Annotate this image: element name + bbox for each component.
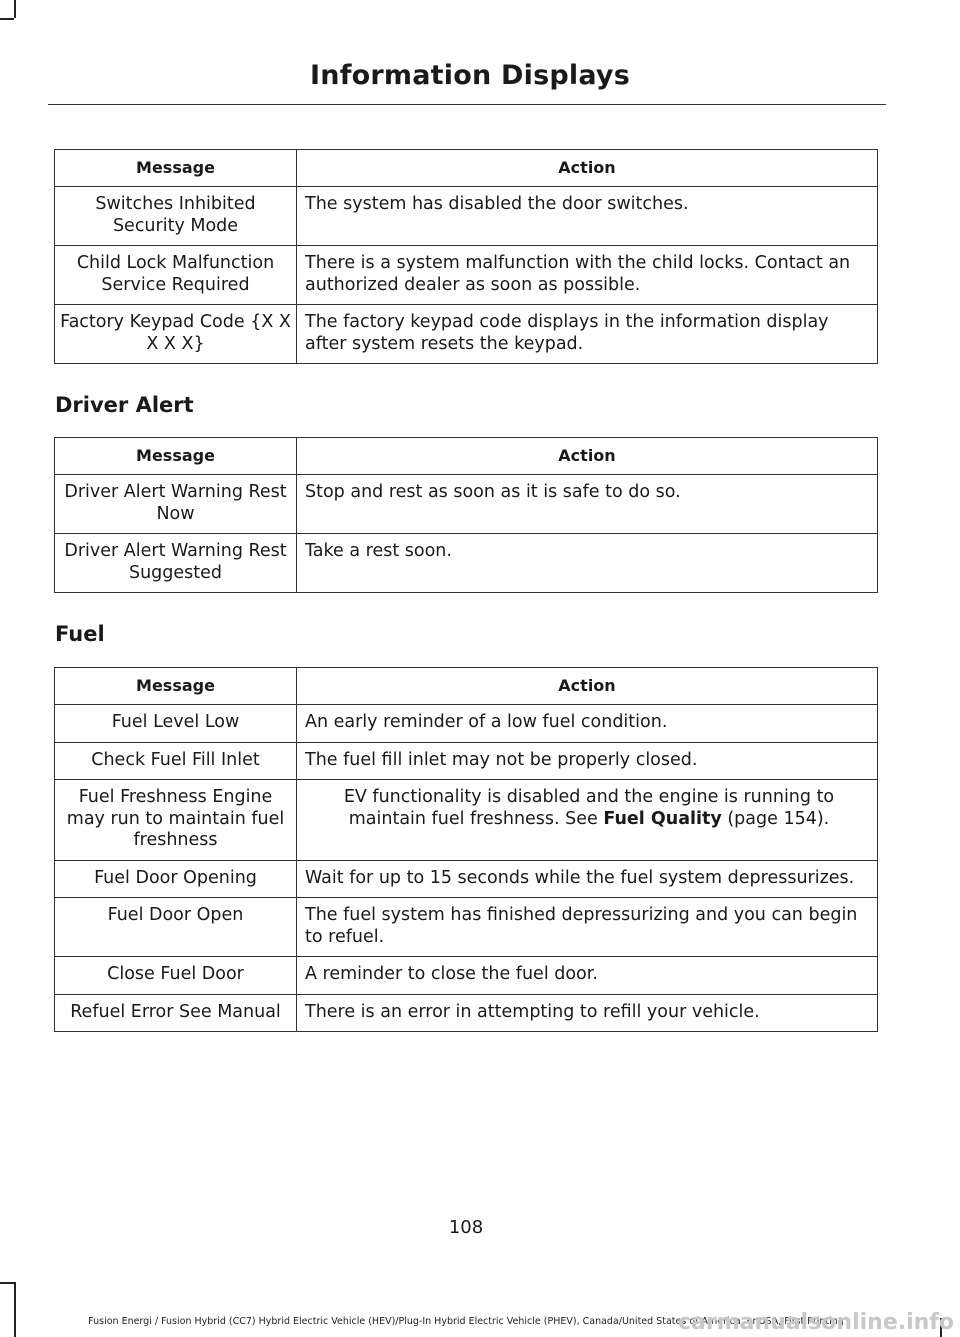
table-row bbox=[55, 305, 878, 364]
message-cell: Driver Alert Warning Rest Suggested bbox=[55, 534, 297, 593]
action-cell: Stop and rest as soon as it is safe to do so. bbox=[297, 475, 878, 534]
message-column-header: Message bbox=[55, 438, 297, 475]
action-text: EV functionality is disabled and the engine is running to maintain fuel freshness. See bbox=[343, 787, 835, 829]
message-cell: Close Fuel Door bbox=[55, 957, 297, 995]
page-number: 108 bbox=[448, 1217, 484, 1238]
fuel-quality-reference: Fuel Quality bbox=[603, 808, 722, 829]
action-column-header: Action bbox=[297, 438, 878, 475]
action-cell: An early reminder of a low fuel condition. bbox=[297, 705, 878, 743]
message-column-header: Message bbox=[55, 150, 297, 187]
message-cell: Factory Keypad Code {X X X X X} bbox=[55, 305, 297, 364]
fuel-messages-table bbox=[54, 667, 878, 1032]
message-cell: Fuel Door Open bbox=[55, 898, 297, 957]
action-column-header: Action bbox=[297, 668, 878, 705]
table-row bbox=[55, 475, 878, 534]
watermark: carmanualsonline.info bbox=[678, 1310, 954, 1335]
crop-mark bbox=[14, 0, 16, 18]
table-header-row bbox=[55, 668, 878, 705]
message-cell: Fuel Freshness Engine may run to maintain fuel freshness bbox=[55, 780, 297, 861]
table-row bbox=[55, 534, 878, 593]
message-cell: Check Fuel Fill Inlet bbox=[55, 742, 297, 780]
section-heading-driver-alert: Driver Alert bbox=[55, 393, 194, 417]
crop-mark bbox=[14, 1282, 16, 1337]
table-row bbox=[55, 994, 878, 1032]
message-cell: Switches Inhibited Security Mode bbox=[55, 187, 297, 246]
message-cell: Fuel Level Low bbox=[55, 705, 297, 743]
table-row bbox=[55, 246, 878, 305]
action-cell: The fuel system has finished depressurizing and you can begin to refuel. bbox=[297, 898, 878, 957]
footer-text: Fusion Energi / Fusion Hybrid (CC7) Hybrid Electric Vehicle (HEV)/Plug-In Hybrid Electric Vehicle (PHEV), Canada/United States of America, enUSA, First Printing bbox=[88, 1316, 844, 1327]
page-reference: (page 154). bbox=[721, 808, 830, 829]
security-messages-table bbox=[54, 149, 878, 364]
table-header-row bbox=[55, 150, 878, 187]
table-row bbox=[55, 860, 878, 898]
action-cell: There is a system malfunction with the child locks. Contact an authorized dealer as soon as possible. bbox=[297, 246, 878, 305]
action-cell: There is an error in attempting to refill your vehicle. bbox=[297, 994, 878, 1032]
table-row bbox=[55, 705, 878, 743]
message-cell: Fuel Door Opening bbox=[55, 860, 297, 898]
page-title: Information Displays bbox=[310, 60, 630, 91]
message-cell: Child Lock Malfunction Service Required bbox=[55, 246, 297, 305]
action-cell: Wait for up to 15 seconds while the fuel system depressurizes. bbox=[297, 860, 878, 898]
table-row bbox=[55, 742, 878, 780]
action-cell: A reminder to close the fuel door. bbox=[297, 957, 878, 995]
action-cell: Take a rest soon. bbox=[297, 534, 878, 593]
driver-alert-table bbox=[54, 437, 878, 593]
message-cell: Driver Alert Warning Rest Now bbox=[55, 475, 297, 534]
action-cell: The fuel fill inlet may not be properly closed. bbox=[297, 742, 878, 780]
crop-mark bbox=[0, 1282, 16, 1284]
section-heading-fuel: Fuel bbox=[55, 622, 105, 646]
crop-mark bbox=[0, 18, 14, 20]
action-cell bbox=[297, 780, 878, 861]
title-divider bbox=[48, 104, 886, 105]
table-row bbox=[55, 957, 878, 995]
table-row bbox=[55, 780, 878, 861]
message-cell: Refuel Error See Manual bbox=[55, 994, 297, 1032]
message-column-header: Message bbox=[55, 668, 297, 705]
action-cell: The system has disabled the door switches. bbox=[297, 187, 878, 246]
table-row bbox=[55, 898, 878, 957]
table-row bbox=[55, 187, 878, 246]
action-cell: The factory keypad code displays in the information display after system resets the keypad. bbox=[297, 305, 878, 364]
table-header-row bbox=[55, 438, 878, 475]
action-column-header: Action bbox=[297, 150, 878, 187]
